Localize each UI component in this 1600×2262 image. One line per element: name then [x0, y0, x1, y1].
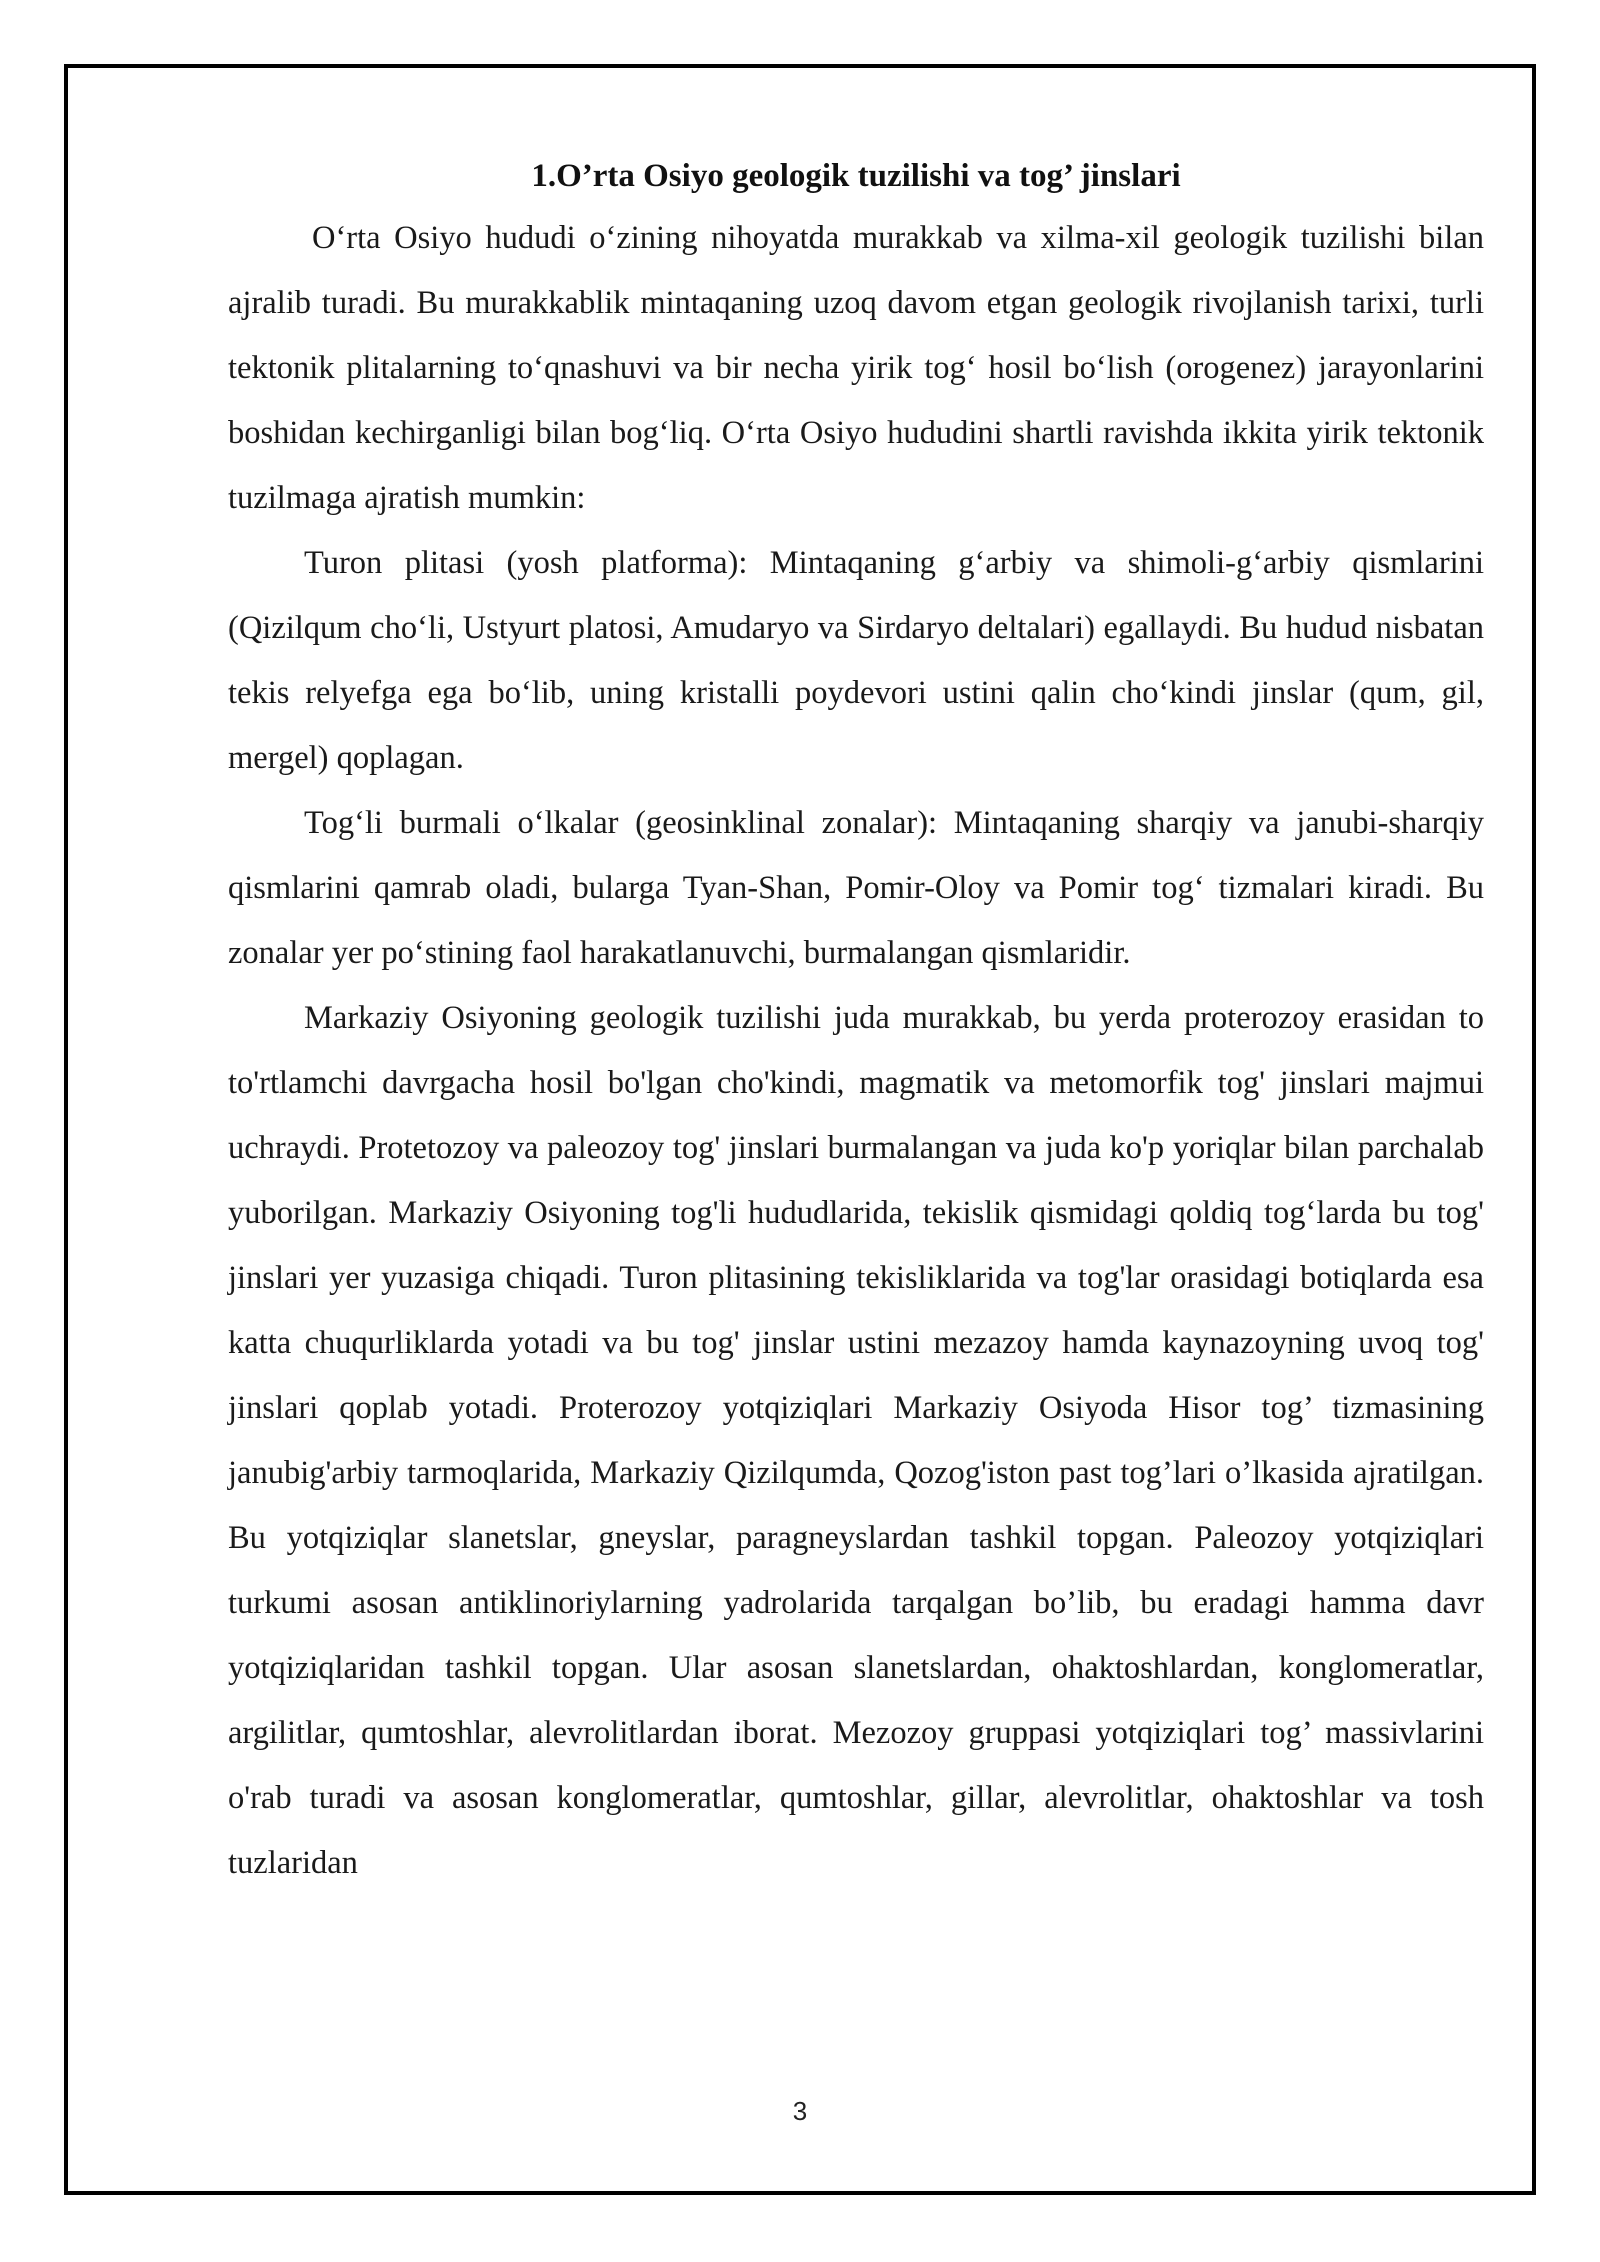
document-body [228, 150, 1484, 1896]
paragraph-intro: O‘rta Osiyo hududi o‘zining nihoyatda murakkab va xilma-xil geologik tuzilishi bilan ajralib turadi. Bu murakkablik mintaqaning uzoq davom etgan geologik rivojlanish tarixi, turli tektonik plitalarning to‘qnashuvi va bir necha yirik tog‘ hosil bo‘lish (orogenez) jarayonlarini boshidan kechirganligi bilan bog‘liq. O‘rta Osiyo hududini shartli ravishda ikkita yirik tektonik tuzilmaga ajratish mumkin: [228, 220, 1484, 516]
document-title: 1.O’rta Osiyo geologik tuzilishi va tog’ jinslari [531, 158, 1181, 194]
paragraph-turon-plate: Turon plitasi (yosh platforma): Mintaqaning g‘arbiy va shimoli-g‘arbiy qismlarini (Qizilqum cho‘li, Ustyurt platosi, Amudaryo va Sirdaryo deltalari) egallaydi. Bu hudud nisbatan tekis relyefga ega bo‘lib, uning kristalli poydevori ustini qalin cho‘kindi jinslar (qum, gil, mergel) qoplagan. [228, 545, 1484, 776]
paragraph-folded-mountains: Tog‘li burmali o‘lkalar (geosinklinal zonalar): Mintaqaning sharqiy va janubi-sharqiy qismlarini qamrab oladi, bularga Tyan-Shan, Pomir-Oloy va Pomir tog‘ tizmalari kiradi. Bu zonalar yer po‘stining faol harakatlanuvchi, burmalangan qismlaridir. [228, 805, 1484, 971]
page-number: 3 [792, 2096, 808, 2126]
paragraph-geological-structure: Markaziy Osiyoning geologik tuzilishi juda murakkab, bu yerda proterozoy erasidan to to'rtlamchi davrgacha hosil bo'lgan cho'kindi, magmatik va metomorfik tog' jinslari majmui uchraydi. Protetozoy va paleozoy tog' jinslari burmalangan va juda ko'p yoriqlar bilan parchalab yuborilgan. Markaziy Osiyoning tog'li hududlarida, tekislik qismidagi qoldiq tog‘larda bu tog' jinslari yer yuzasiga chiqadi. Turon plitasining tekisliklarida va tog'lar orasidagi botiqlarda esa katta chuqurliklarda yotadi va bu tog' jinslar ustini mezazoy hamda kaynazoyning uvoq tog' jinslari qoplab yotadi. Proterozoy yotqiziqlari Markaziy Osiyoda Hisor tog’ tizmasining janubig'arbiy tarmoqlarida, Markaziy Qizilqumda, Qozog'iston past tog’lari o’lkasida ajratilgan. Bu yotqiziqlar slanetslar, gneyslar, paragneyslardan tashkil topgan. Paleozoy yotqiziqlari turkumi asosan antiklinoriylarning yadrolarida tarqalgan bo’lib, bu eradagi hamma davr yotqiziqlaridan tashkil topgan. Ular asosan slanetslardan, ohaktoshlardan, konglomeratlar, argilitlar, qumtoshlar, alevrolitlardan iborat. Mezozoy gruppasi yotqiziqlari tog’ massivlarini o'rab turadi va asosan konglomeratlar, qumtoshlar, gillar, alevrolitlar, ohaktoshlar va tosh tuzlaridan [228, 1000, 1484, 1881]
